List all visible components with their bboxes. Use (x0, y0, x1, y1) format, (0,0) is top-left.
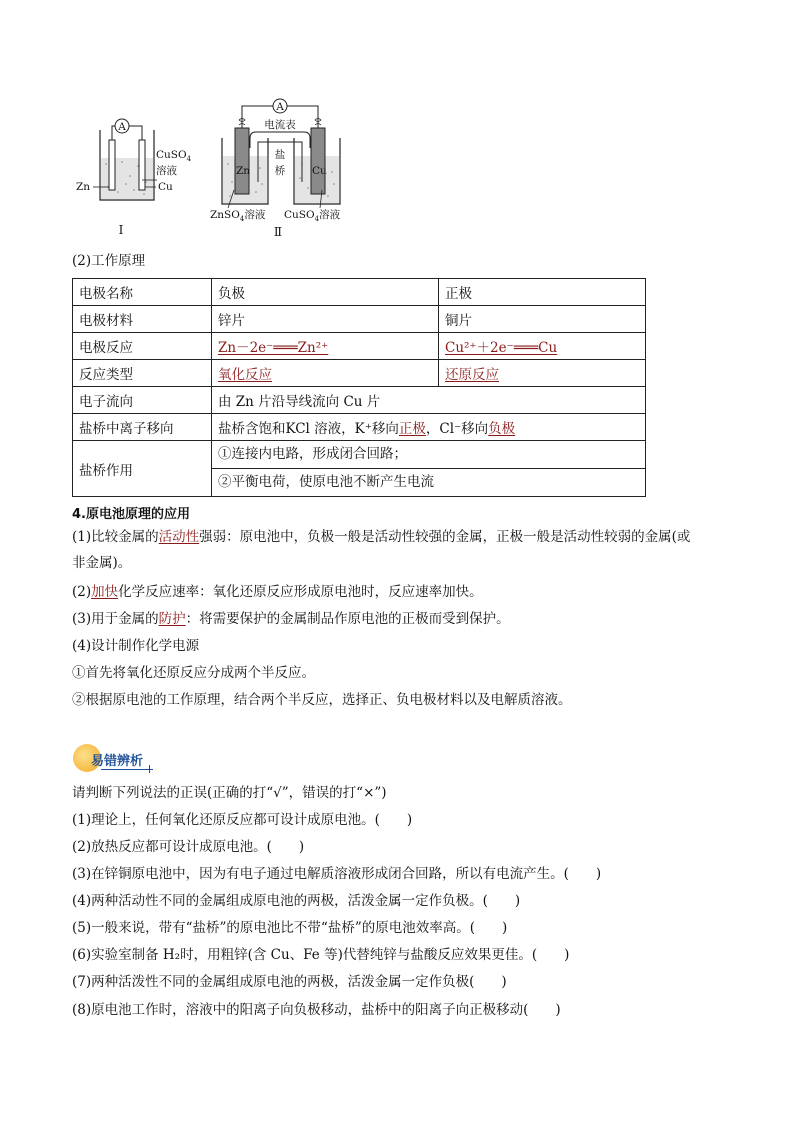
judgement-item: (7)两种活泼性不同的金属组成原电池的两极，活泼金属一定作负极( ) (72, 974, 507, 990)
ammeter-label: A (118, 121, 126, 133)
galvanic-cell-figure (72, 92, 372, 242)
application-item-4: (4)设计制作化学电源 (72, 638, 200, 654)
judgement-intro: 请判断下列说法的正误(正确的打“√”，错误的打“×”) (72, 785, 387, 801)
cell2-numeral: Ⅱ (273, 225, 283, 239)
ion-migration-text: 盐桥含饱和KCl 溶液，K⁺移向 (218, 421, 399, 437)
table-cell: 盐桥作用 (73, 441, 212, 497)
table-cell: 正极 (439, 279, 646, 306)
table-row (73, 387, 646, 414)
application-item-1-cont: 非金属)。 (72, 555, 132, 571)
ion-migration-text-2: ，Cl⁻移向 (425, 421, 489, 437)
table-cell: 盐桥中离子移向 (73, 414, 212, 441)
table-row (73, 441, 646, 497)
cell1-numeral: Ⅰ (118, 223, 124, 237)
bridge-function-2: ②平衡电荷，使原电池不断产生电流 (212, 468, 645, 496)
judgement-item: (6)实验室制备 H₂时，用粗锌(含 Cu、Fe 等)代替纯锌与盐酸反应效果更佳。( ) (72, 947, 570, 963)
table-cell: 电极材料 (73, 306, 212, 333)
table-cell: 电极名称 (73, 279, 212, 306)
badge-label: 易错辨析 (91, 754, 144, 769)
table-cell: 负极 (212, 279, 439, 306)
application-item-3: (3)用于金属的防护：将需要保护的金属制品作原电池的正极而受到保护。 (72, 611, 510, 627)
table-row (73, 333, 646, 360)
ammeter-label-2: A (276, 101, 284, 113)
zn-electrode (235, 128, 249, 194)
table-cell: 反应类型 (73, 360, 212, 387)
salt-bridge-label-2: 桥 (274, 165, 286, 177)
cell2-cu-label: Cu (312, 165, 327, 177)
judgement-item: (1)理论上，任何氧化还原反应都可设计成原电池。( ) (72, 812, 413, 828)
negative-electrode-reaction: Zn－2e⁻═══Zn²⁺ (218, 340, 329, 356)
error-analysis-badge (73, 744, 153, 774)
table-row (73, 306, 646, 333)
table-cell (212, 414, 646, 441)
application-item-5: ①首先将氧化还原反应分成两个半反应。 (72, 665, 315, 681)
judgement-item: (8)原电池工作时，溶液中的阳离子向负极移动，盐桥中的阳离子向正极移动( ) (72, 1002, 561, 1018)
salt-bridge-label-1: 盐 (274, 149, 286, 161)
principle-heading: (2)工作原理 (72, 253, 146, 269)
judgement-item: (2)放热反应都可设计成原电池。( ) (72, 839, 305, 855)
cell-two (210, 99, 341, 239)
table-cell: 锌片 (212, 306, 439, 333)
cell1-zn-label: Zn (76, 181, 91, 193)
table-cell (212, 333, 439, 360)
positive-reaction-type: 还原反应 (445, 367, 499, 383)
ion-migration-negative: 负极 (488, 421, 516, 437)
bridge-function-1: ①连接内电路，形成闭合回路； (218, 446, 407, 462)
table-cell: 由 Zn 片沿导线流向 Cu 片 (212, 387, 646, 414)
table-cell (212, 441, 646, 497)
judgement-item: (3)在锌铜原电池中，因为有电子通过电解质溶液形成闭合回路，所以有电流产生。( ) (72, 866, 602, 882)
left-solution-label: ZnSO$_4$溶液 (210, 209, 266, 223)
table-row (73, 360, 646, 387)
cu-electrode (311, 128, 325, 194)
cell2-zn-label: Zn (236, 165, 251, 177)
ion-migration-positive: 正极 (398, 421, 426, 437)
application-item-1: (1)比较金属的活动性强弱：原电池中，负极一般是活动性较强的金属，正极一般是活动性较弱的金属(或 (72, 529, 691, 545)
ammeter-name: 电流表 (264, 119, 296, 131)
negative-reaction-type: 氧化反应 (218, 367, 272, 383)
applications-title: 4.原电池原理的应用 (72, 507, 190, 522)
table-cell (439, 360, 646, 387)
judgement-item: (4)两种活动性不同的金属组成原电池的两极，活泼金属一定作负极。( ) (72, 893, 521, 909)
table-cell (439, 333, 646, 360)
cell-one (76, 119, 192, 237)
table-cell (212, 360, 439, 387)
application-item-6: ②根据原电池的工作原理，结合两个半反应，选择正、负电极材料以及电解质溶液。 (72, 692, 572, 708)
cell1-electrolyte-solution: 溶液 (156, 165, 177, 177)
table-cell: 电极反应 (73, 333, 212, 360)
table-row (73, 414, 646, 441)
table-row (73, 279, 646, 306)
table-cell: 铜片 (439, 306, 646, 333)
galvanic-cell-diagrams (72, 92, 372, 242)
table-cell: 电子流向 (73, 387, 212, 414)
cell1-cu-label: Cu (158, 181, 173, 193)
working-principle-table (72, 278, 646, 497)
cell1-electrolyte-label: CuSO$_4$ (156, 149, 192, 163)
right-solution-label: CuSO$_4$溶液 (284, 209, 341, 223)
application-item-2: (2)加快化学反应速率：氧化还原反应形成原电池时，反应速率加快。 (72, 584, 483, 600)
positive-electrode-reaction: Cu²⁺＋2e⁻═══Cu (445, 340, 558, 356)
judgement-item: (5)一般来说，带有“盐桥”的原电池比不带“盐桥”的原电池效率高。( ) (72, 920, 508, 936)
